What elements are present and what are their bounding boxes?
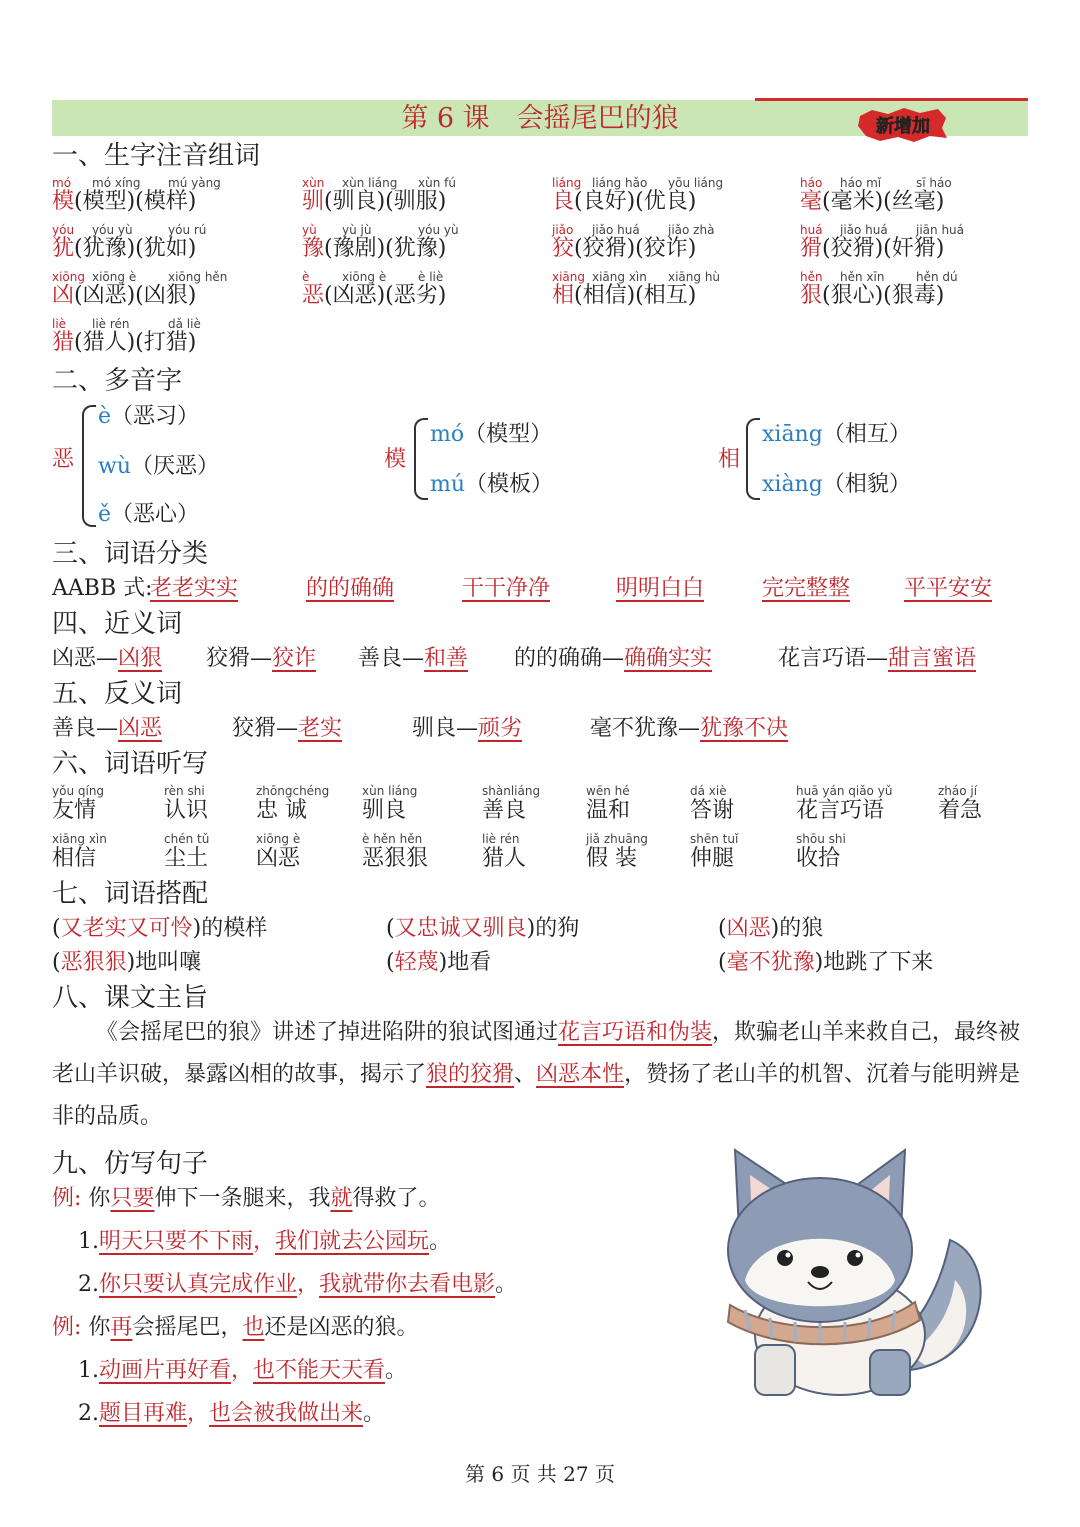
dictation-word: 收拾 (796, 846, 841, 871)
aabb-word: 老老实实 (150, 576, 239, 601)
word-pinyin: yóu rú (168, 223, 207, 237)
pair-left: 狡猾— (206, 646, 273, 671)
summary-text: 、 (514, 1062, 537, 1087)
word-group: (犹豫)(犹如) (74, 236, 197, 261)
char-entry (800, 188, 944, 216)
word-group: (凶恶)(凶狠) (74, 283, 197, 308)
dictation-pinyin: xiāng xìn (52, 832, 107, 846)
example-keyword: 再 (110, 1315, 133, 1340)
word-pinyin: xùn liáng (342, 176, 398, 190)
dictation-pinyin: dá xiè (690, 784, 727, 798)
character: 毫 (800, 189, 823, 214)
dictation-pinyin: shēn tuǐ (690, 832, 739, 846)
collocation-text: )地跳了下来 (814, 950, 934, 975)
pair-left: 凶恶— (52, 646, 119, 671)
char-pinyin: xiāng (552, 270, 586, 284)
collocation-answer: 恶狠狠 (60, 950, 127, 975)
collocation-answer: 轻蔑 (394, 950, 439, 975)
dictation-pinyin: jiǎ zhuāng (586, 832, 648, 846)
example-text: 伸下一条腿来，我 (154, 1186, 331, 1211)
dictation-word: 认识 (164, 798, 209, 823)
word-pinyin: yù jù (342, 223, 372, 237)
pair-answer: 凶恶 (118, 716, 163, 741)
example-text: 还是凶恶的狼。 (264, 1315, 419, 1340)
example-text: 会摇尾巴， (132, 1315, 243, 1340)
wolf-illustration (700, 1130, 1000, 1410)
word-pinyin: mó xíng (92, 176, 141, 190)
character: 豫 (302, 236, 325, 261)
aabb-word: 平平安安 (904, 576, 993, 601)
char-pinyin: huá (800, 223, 823, 237)
collocation-answer: 又老实又可怜 (60, 916, 193, 941)
word-pinyin: yóu yù (418, 223, 459, 237)
word-pinyin: yōu liáng (668, 176, 724, 190)
word: （厌恶） (131, 454, 220, 479)
character: 狠 (800, 283, 823, 308)
word-pinyin: xiāng hù (668, 270, 721, 284)
collocation (386, 948, 491, 978)
collocation (52, 948, 201, 978)
page-footer: 第 6 页 共 27 页 (465, 1462, 615, 1486)
answer-part: 动画片再好看 (99, 1358, 232, 1383)
collocation (52, 914, 267, 944)
word: （恶习） (111, 404, 200, 429)
char-pinyin: hěn (800, 270, 823, 284)
dictation-pinyin: rèn shi (164, 784, 205, 798)
dictation-pinyin: liè rén (482, 832, 520, 846)
aabb-word: 干干净净 (462, 576, 551, 601)
pair-left: 善良— (52, 716, 119, 741)
word: （模板） (465, 472, 554, 497)
dictation-pinyin: zhōngchéng (256, 784, 330, 798)
word-pinyin: jiǎo huá (840, 223, 888, 237)
character: 相 (552, 283, 575, 308)
character: 模 (52, 189, 75, 214)
collocation-text: )地叫嚷 (126, 950, 202, 975)
character: 驯 (302, 189, 325, 214)
char-entry (552, 282, 696, 310)
answer-comma: ， (297, 1272, 320, 1297)
dictation-pinyin: è hěn hěn (362, 832, 423, 846)
summary-paragraph (52, 1012, 1028, 1138)
char-entry (52, 329, 196, 357)
char-entry (552, 235, 696, 263)
dictation-word: 答谢 (690, 798, 735, 823)
dictation-word: 相信 (52, 846, 97, 871)
collocation-answer: 凶恶 (726, 916, 771, 941)
word-group: (豫剧)(犹豫) (324, 236, 447, 261)
pair-left: 驯良— (412, 716, 479, 741)
pair-answer: 顽劣 (478, 716, 523, 741)
word-pinyin: sī háo (916, 176, 952, 190)
pinyin: xiàng (762, 472, 823, 497)
section-8-heading: 八、课文主旨 (52, 983, 209, 1013)
section-5-heading: 五、反义词 (52, 679, 183, 709)
summary-text: ，欺骗老山羊来救自己，最终被老山羊识破，暴露凶相的故事，揭示了 (52, 1020, 1021, 1087)
example-text: 得救了。 (352, 1186, 441, 1211)
pinyin: mú (430, 472, 466, 497)
word-group: (相信)(相互) (574, 283, 697, 308)
answer-end: 。 (429, 1229, 452, 1254)
word-pinyin: liè rén (92, 317, 130, 331)
char-pinyin: yù (302, 223, 317, 237)
collocation-text: )的狗 (526, 916, 580, 941)
dictation-pinyin: xùn liáng (362, 784, 418, 798)
char-pinyin: xiōng (52, 270, 85, 284)
char-entry (302, 188, 446, 216)
character: 狡 (552, 236, 575, 261)
word-pinyin: jiān huá (916, 223, 965, 237)
answer-part: 明天只要不下雨 (99, 1229, 254, 1254)
collocation-text: ( (386, 950, 395, 975)
summary-key: 花言巧语和伪装 (558, 1020, 713, 1045)
example-label: 例: (52, 1315, 82, 1340)
section-3-heading: 三、词语分类 (52, 539, 209, 569)
answer-line (78, 1227, 451, 1257)
collocation (386, 914, 579, 944)
pinyin: xiāng (762, 422, 823, 447)
word: （恶心） (111, 502, 200, 527)
burst-icon (858, 108, 948, 142)
example-text: 你 (81, 1315, 111, 1340)
char-pinyin: jiǎo (552, 223, 574, 237)
example-label: 例: (52, 1186, 82, 1211)
dictation-pinyin: wēn hé (586, 784, 630, 798)
brace (82, 405, 96, 527)
answer-part: 你只要认真完成作业 (99, 1272, 298, 1297)
dictation-pinyin: chén tǔ (164, 832, 210, 846)
section-7-heading: 七、词语搭配 (52, 879, 209, 909)
dictation-pinyin: yǒu qíng (52, 784, 105, 798)
answer-num: 1. (78, 1229, 99, 1254)
dictation-word: 友情 (52, 798, 97, 823)
word-pinyin: hěn xīn (840, 270, 885, 284)
pair-answer: 狡诈 (272, 646, 317, 671)
collocation-text: )的模样 (192, 916, 268, 941)
example-keyword: 只要 (110, 1186, 155, 1211)
char-pinyin: mó (52, 176, 72, 190)
example-keyword: 就 (330, 1186, 353, 1211)
pair-left: 善良— (358, 646, 425, 671)
word-group: (狠心)(狠毒) (822, 283, 945, 308)
summary-key: 狼的狡猾 (426, 1062, 515, 1087)
char-pinyin: háo (800, 176, 823, 190)
word-pinyin: xiāng xìn (592, 270, 647, 284)
summary-key: 凶恶本性 (536, 1062, 625, 1087)
section-2-heading: 二、多音字 (52, 366, 183, 396)
answer-part: 也会被我做出来 (209, 1401, 364, 1426)
char-entry (52, 188, 196, 216)
char-pinyin: è (302, 270, 310, 284)
word-pinyin: hěn dú (916, 270, 958, 284)
dictation-pinyin: huā yán qiǎo yǔ (796, 784, 893, 798)
char-entry (302, 235, 446, 263)
dictation-word: 花言巧语 (796, 798, 885, 823)
summary-text: ，赞扬了老山羊的机智、沉着与能明辨是非的品质。 (52, 1062, 1021, 1129)
pair-answer: 确确实实 (624, 646, 713, 671)
word-group: (模型)(模样) (74, 189, 197, 214)
char-entry (52, 235, 196, 263)
dictation-word: 驯良 (362, 798, 407, 823)
section-1-heading: 一、生字注音组词 (52, 141, 261, 171)
aabb-word: 明明白白 (616, 576, 705, 601)
section-6-heading: 六、词语听写 (52, 749, 209, 779)
answer-num: 2. (78, 1401, 99, 1426)
collocation-text: ( (52, 916, 61, 941)
answer-comma: ， (187, 1401, 210, 1426)
word-group: (驯良)(驯服) (324, 189, 447, 214)
summary-text: 《会摇尾巴的狼》讲述了掉进陷阱的狼试图通过 (96, 1020, 559, 1045)
word-group: (凶恶)(恶劣) (324, 283, 447, 308)
collocation-text: ( (718, 916, 727, 941)
word-group: (毫米)(丝毫) (822, 189, 945, 214)
pinyin: ě (98, 502, 112, 527)
pair-left: 的的确确— (514, 646, 625, 671)
pair-left: 狡猾— (232, 716, 299, 741)
answer-line (78, 1356, 407, 1386)
word-pinyin: jiǎo zhà (668, 223, 715, 237)
dictation-word: 假 装 (586, 846, 637, 871)
brace (414, 418, 428, 500)
char-entry (52, 282, 196, 310)
example-2 (52, 1313, 418, 1343)
answer-part: 我们就去公园玩 (275, 1229, 430, 1254)
answer-num: 2. (78, 1272, 99, 1297)
word-pinyin: jiǎo huá (592, 223, 640, 237)
collocation-text: )的狼 (770, 916, 824, 941)
character: 良 (552, 189, 575, 214)
dictation-pinyin: shōu shi (796, 832, 846, 846)
dictation-word: 温和 (586, 798, 631, 823)
pair-answer: 和善 (424, 646, 469, 671)
dictation-pinyin: zháo jí (938, 784, 978, 798)
example-1 (52, 1184, 440, 1214)
word: （模型） (464, 422, 553, 447)
pair-answer: 凶狠 (118, 646, 163, 671)
aabb-word: 完完整整 (762, 576, 851, 601)
aabb-label: AABB 式: (52, 576, 153, 601)
dictation-word: 尘土 (164, 846, 209, 871)
pinyin: mó (430, 422, 465, 447)
dictation-word: 凶恶 (256, 846, 301, 871)
dictation-pinyin: shànliáng (482, 784, 541, 798)
word-pinyin: liáng hǎo (592, 176, 648, 190)
new-badge (858, 108, 948, 142)
collocation-answer: 毫不犹豫 (726, 950, 815, 975)
pair-left: 毫不犹豫— (590, 716, 701, 741)
char-entry (800, 282, 944, 310)
word-pinyin: yóu yù (92, 223, 133, 237)
char-pinyin: liáng (552, 176, 582, 190)
answer-part: 也不能天天看 (253, 1358, 386, 1383)
answer-part: 题目再难 (99, 1401, 188, 1426)
answer-end: 。 (385, 1358, 408, 1383)
lesson-title: 第 6 课 会摇尾巴的狼 (401, 103, 679, 134)
char-pinyin: yóu (52, 223, 75, 237)
answer-part: 我就带你去看电影 (319, 1272, 496, 1297)
dictation-pinyin: xiōng è (256, 832, 301, 846)
char-pinyin: liè (52, 317, 67, 331)
char-entry (552, 188, 696, 216)
dictation-word: 猎人 (482, 846, 527, 871)
example-keyword: 也 (242, 1315, 265, 1340)
pair-answer: 犹豫不决 (700, 716, 789, 741)
character: 犹 (52, 236, 75, 261)
collocation (718, 914, 823, 944)
character: 凶 (52, 283, 75, 308)
brace (746, 418, 760, 500)
word-pinyin: dǎ liè (168, 317, 201, 331)
word: （相互） (822, 422, 911, 447)
word-group: (狡猾)(狡诈) (574, 236, 697, 261)
dictation-word: 伸腿 (690, 846, 735, 871)
answer-line (78, 1270, 517, 1300)
polyphone-char: 模 (384, 447, 407, 472)
collocation-text: ( (386, 916, 395, 941)
answer-num: 1. (78, 1358, 99, 1383)
word-pinyin: xiōng è (342, 270, 387, 284)
dictation-word: 善良 (482, 798, 527, 823)
polyphone-char: 恶 (52, 447, 75, 472)
pair-answer: 老实 (298, 716, 343, 741)
char-entry (800, 235, 944, 263)
collocation-text: )地看 (438, 950, 492, 975)
word-pinyin: è liè (418, 270, 444, 284)
word-pinyin: xùn fú (418, 176, 456, 190)
word: （相貌） (822, 472, 911, 497)
collocation-text: ( (718, 950, 727, 975)
answer-end: 。 (363, 1401, 386, 1426)
example-text: 你 (81, 1186, 111, 1211)
word-pinyin: xiōng hěn (168, 270, 228, 284)
collocation (718, 948, 933, 978)
dictation-word: 忠 诚 (256, 798, 307, 823)
polyphone-char: 相 (718, 447, 741, 472)
answer-comma: ， (253, 1229, 276, 1254)
answer-line (78, 1399, 385, 1429)
dictation-word: 着急 (938, 798, 983, 823)
section-9-heading: 九、仿写句子 (52, 1149, 209, 1179)
char-pinyin: xùn (302, 176, 325, 190)
pair-left: 花言巧语— (778, 646, 889, 671)
aabb-word: 的的确确 (306, 576, 395, 601)
word-pinyin: háo mǐ (840, 176, 882, 190)
word-pinyin: mú yàng (168, 176, 221, 190)
answer-end: 。 (495, 1272, 518, 1297)
dictation-word: 恶狠狠 (362, 846, 429, 871)
section-4-heading: 四、近义词 (52, 609, 183, 639)
collocation-answer: 又忠诚又驯良 (394, 916, 527, 941)
answer-comma: ， (231, 1358, 254, 1383)
word-pinyin: xiōng è (92, 270, 137, 284)
word-group: (狡猾)(奸猾) (822, 236, 945, 261)
character: 猾 (800, 236, 823, 261)
char-entry (302, 282, 446, 310)
character: 猎 (52, 330, 75, 355)
collocation-text: ( (52, 950, 61, 975)
badge-text: 新增加 (876, 116, 930, 137)
character: 恶 (302, 283, 325, 308)
word-group: (猎人)(打猎) (74, 330, 197, 355)
pinyin: è (98, 404, 112, 429)
word-group: (良好)(优良) (574, 189, 697, 214)
pinyin: wù (98, 454, 131, 479)
pair-answer: 甜言蜜语 (888, 646, 977, 671)
